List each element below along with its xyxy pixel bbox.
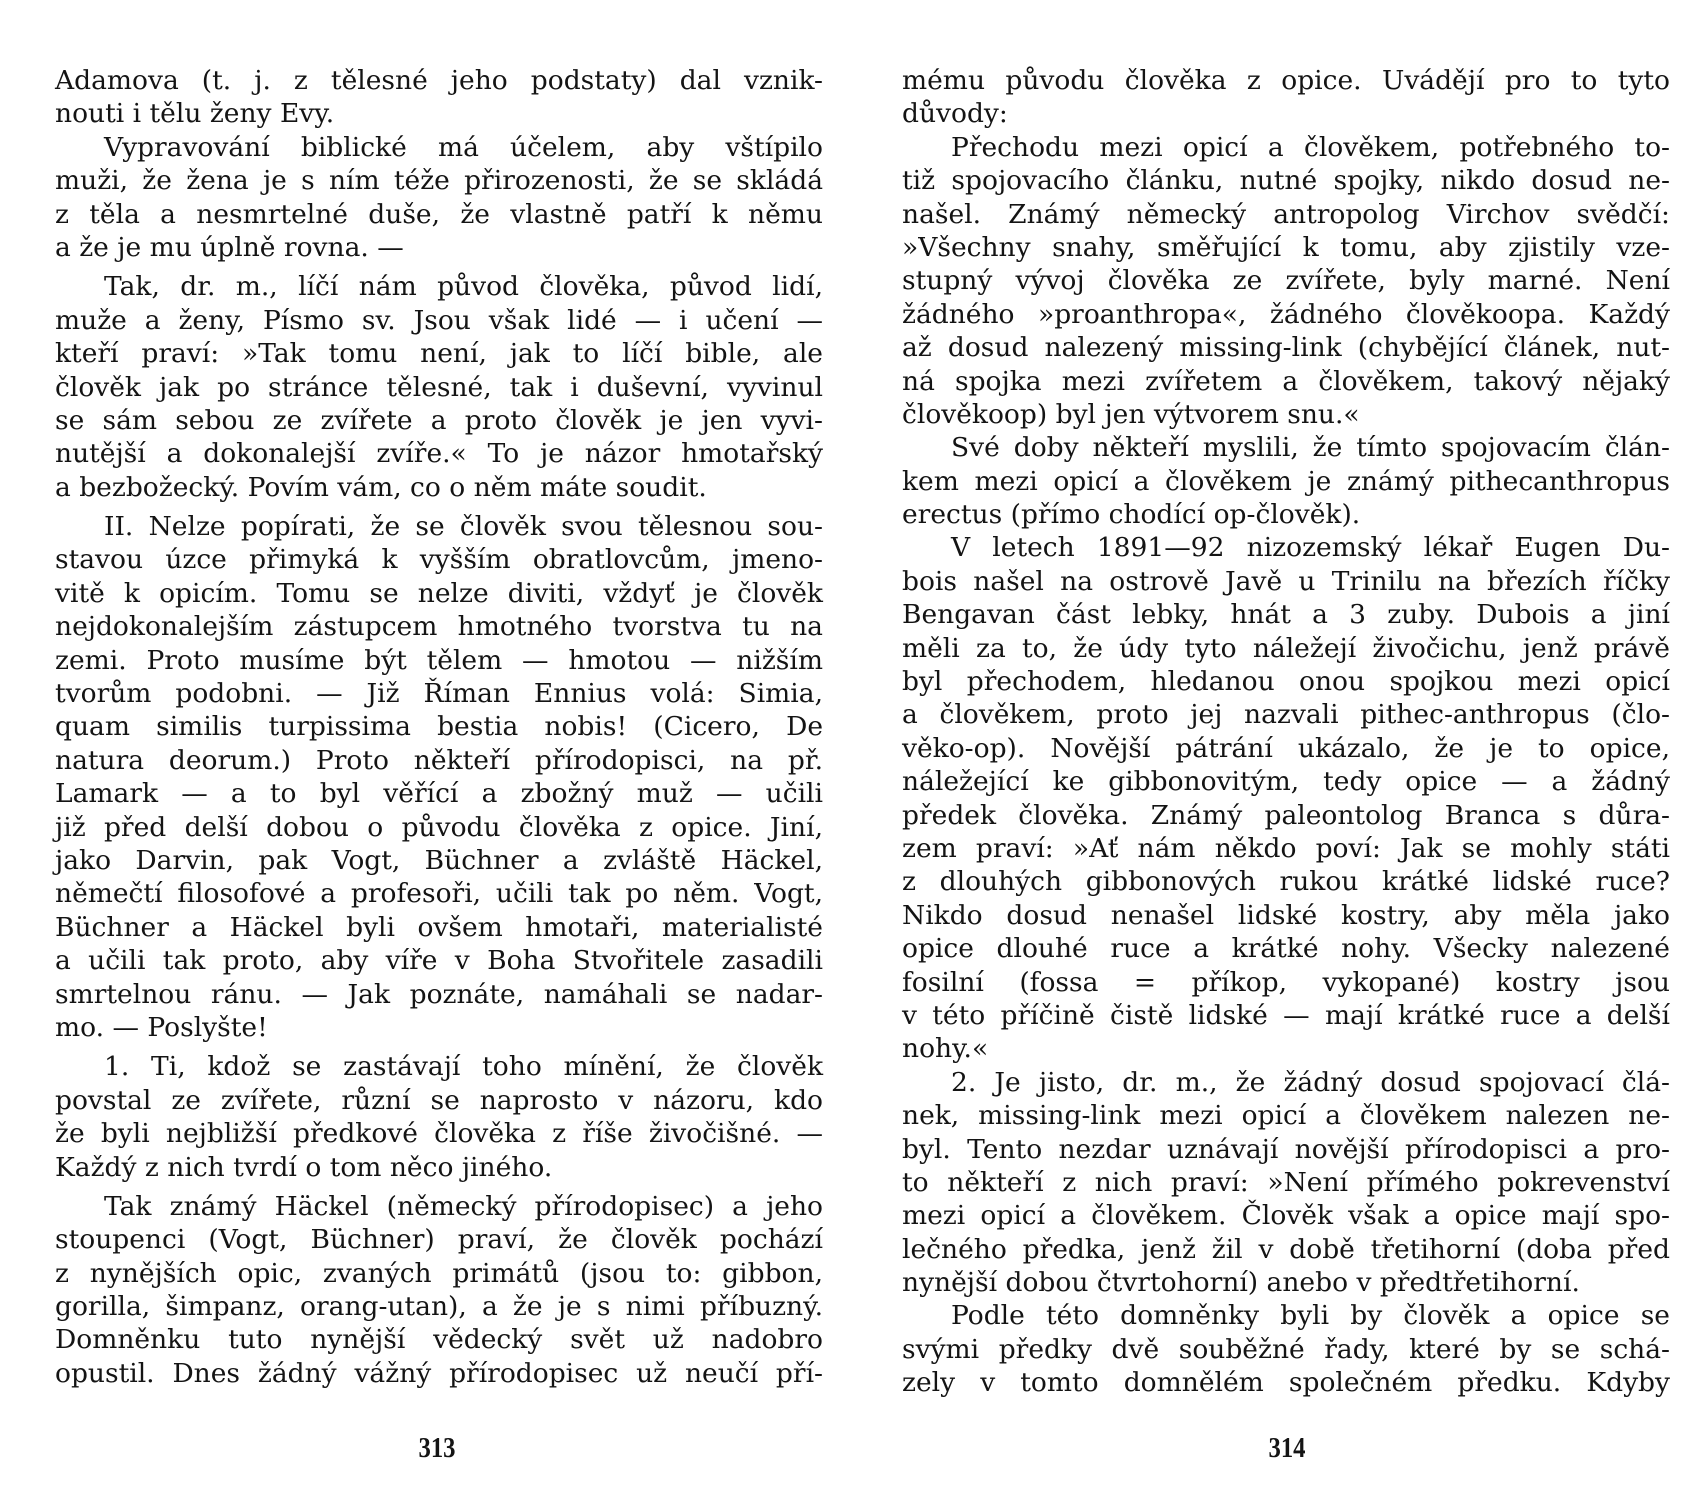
text-line: gorilla, šimpanz, orang-utan), a že je s nimi příbuzný.: [55, 1291, 823, 1323]
paragraph: [902, 1299, 1670, 1399]
text-line: Nikdo dosud nenašel lidské kostry, aby měla jako: [902, 899, 1670, 931]
text-line: 1. Ti, kdož se zastávají toho mínění, že člověk: [104, 1051, 823, 1083]
text-line: stupný vývoj člověka ze zvířete, byly marné. Není: [902, 265, 1670, 297]
text-line: věko-op). Novější pátrání ukázalo, že je to opice,: [902, 732, 1670, 764]
text-line: tiž spojovacího článku, nutné spojky, nikdo dosud ne-: [902, 165, 1670, 197]
text-line: kteří praví: »Tak tomu není, jak to líčí bible, ale: [55, 338, 823, 370]
text-line: quam similis turpissima bestia nobis! (Cicero, De: [55, 711, 823, 743]
text-line: měli za to, že údy tyto náležejí živočichu, jenž právě: [902, 632, 1670, 664]
text-line: již před delší dobou o původu člověka z opice. Jiní,: [55, 811, 823, 843]
text-line: důvody:: [902, 98, 1008, 130]
text-line: a člověkem, proto jej nazvali pithec-anthropus (člo-: [902, 699, 1670, 731]
text-line: Své doby někteří myslili, že tímto spojovacím člán-: [951, 432, 1670, 464]
text-line: Každý z nich tvrdí o tom něco jiného.: [55, 1151, 553, 1183]
text-line: nouti i tělu ženy Evy.: [55, 98, 335, 130]
paragraph: [902, 131, 1670, 432]
paragraph: [55, 1050, 823, 1184]
paragraph: [55, 270, 823, 504]
text-line: náležející ke gibbonovitým, tedy opice — a žádný: [902, 766, 1670, 798]
text-line: II. Nelze popírati, že se člověk svou tělesnou sou-: [104, 511, 823, 543]
text-line: opice dlouhé ruce a krátké nohy. Všecky nalezené: [902, 933, 1670, 965]
text-line: až dosud nalezený missing-link (chybějící článek, nut-: [902, 332, 1670, 364]
text-line: že byli nejbližší předkové člověka z říše živočišné. —: [55, 1118, 823, 1150]
text-line: Podle této domněnky byli by člověk a opice se: [951, 1300, 1670, 1332]
text-line: Vypravování biblické má účelem, aby vštípilo: [104, 131, 823, 163]
text-line: Adamova (t. j. z tělesné jeho podstaty) dal vznik-: [55, 65, 823, 96]
text-line: byl. Tento nezdar uznávají novější přírodopisci a pro-: [902, 1133, 1670, 1165]
text-line: žádného »proanthropa«, žádného člověkoopa. Každý: [902, 298, 1670, 330]
text-line: a že je mu úplně rovna. —: [55, 231, 404, 263]
text-line: nynější dobou čtvrtohorní) anebo v předtřetihorní.: [902, 1267, 1580, 1299]
paragraph: [902, 431, 1670, 531]
text-line: Bengavan část lebky, hnát a 3 zuby. Dubois a jiní: [902, 599, 1670, 631]
right-page-text: [902, 64, 1670, 1400]
text-line: »Všechny snahy, směřující k tomu, aby zjistily vze-: [902, 231, 1670, 263]
paragraph: [55, 131, 823, 265]
page-number-right: 314: [1268, 1432, 1306, 1464]
page-number-left: 313: [418, 1432, 456, 1464]
text-line: vitě k opicím. Tomu se nelze diviti, vždyť je člověk: [55, 577, 823, 609]
paragraph: [902, 64, 1670, 131]
paragraph: [55, 1190, 823, 1390]
text-line: zely v tomto domnělém společném předku. Kdyby: [902, 1367, 1670, 1399]
text-line: mezi opicí a člověkem. Člověk však a opice mají spo-: [902, 1200, 1670, 1232]
text-line: lečného předka, jenž žil v době třetihorní (doba před: [902, 1233, 1670, 1265]
text-line: stavou úzce přimyká k vyšším obratlovcům, jmeno-: [55, 544, 823, 576]
paragraph: [902, 531, 1670, 1065]
text-line: a bezbožecký. Povím vám, co o něm máte soudit.: [55, 471, 707, 503]
text-line: ná spojka mezi zvířetem a člověkem, takový nějaký: [902, 365, 1670, 397]
text-line: smrtelnou ránu. — Jak poznáte, namáhali se nadar-: [55, 978, 823, 1010]
text-line: předek člověka. Známý paleontolog Branca s důra-: [902, 799, 1670, 831]
text-line: svými předky dvě souběžné řady, které by se schá-: [902, 1333, 1670, 1365]
text-line: nek, missing-link mezi opicí a člověkem nalezen ne-: [902, 1100, 1670, 1132]
text-line: povstal ze zvířete, různí se naprosto v názoru, kdo: [55, 1084, 823, 1116]
paragraph: [902, 1066, 1670, 1300]
text-line: 2. Je jisto, dr. m., že žádný dosud spojovací člá-: [951, 1066, 1670, 1098]
text-line: tvorům podobni. — Již Říman Ennius volá: Simia,: [55, 678, 823, 710]
text-line: člověk jak po stránce tělesné, tak i duševní, vyvinul: [55, 371, 823, 403]
text-line: Tak, dr. m., líčí nám původ člověka, původ lidí,: [104, 271, 823, 303]
text-line: Přechodu mezi opicí a člověkem, potřebného to-: [951, 131, 1670, 163]
text-line: jako Darvin, pak Vogt, Büchner a zvláště Häckel,: [55, 844, 823, 876]
text-line: V letech 1891—92 nizozemský lékař Eugen Du-: [951, 532, 1670, 564]
text-line: němečtí filosofové a profesoři, učili tak po něm. Vogt,: [55, 878, 823, 910]
text-line: člověkoop) byl jen výtvorem snu.«: [902, 398, 1360, 430]
text-line: zem praví: »Ať nám někdo poví: Jak se mohly státi: [902, 832, 1670, 864]
text-line: mo. — Poslyšte!: [55, 1011, 268, 1043]
paragraph: [55, 510, 823, 1044]
text-line: fosilní (fossa = příkop, vykopané) kostry jsou: [902, 966, 1670, 998]
text-line: opustil. Dnes žádný vážný přírodopisec už neučí pří-: [55, 1357, 823, 1389]
text-line: erectus (přímo chodící op-člověk).: [902, 499, 1361, 531]
text-line: Lamark — a to byl věřící a zbožný muž — učili: [55, 778, 823, 810]
text-line: a učili tak proto, aby víře v Boha Stvořitele zasadili: [55, 945, 823, 977]
text-line: našel. Známý německý antropolog Virchov svědčí:: [902, 198, 1670, 230]
text-line: muže a ženy, Písmo sv. Jsou však lidé — i učení —: [55, 304, 823, 336]
text-line: nohy.«: [902, 1033, 989, 1065]
text-line: bois našel na ostrově Javě u Trinilu na březích říčky: [902, 565, 1670, 597]
text-line: mému původu člověka z opice. Uvádějí pro to tyto: [902, 65, 1670, 96]
left-page-text: [55, 64, 823, 1390]
text-line: Domněnku tuto nynější vědecký svět už nadobro: [55, 1324, 823, 1356]
text-line: natura deorum.) Proto někteří přírodopisci, na př.: [55, 744, 823, 776]
text-line: muži, že žena je s ním téže přirozenosti, že se skládá: [55, 165, 823, 197]
text-line: Tak známý Häckel (německý přírodopisec) a jeho: [104, 1190, 823, 1222]
text-line: se sám sebou ze zvířete a proto člověk je jen vyvi-: [55, 404, 823, 436]
text-line: Büchner a Häckel byli ovšem hmotaři, materialisté: [55, 911, 823, 943]
text-line: v této příčině čistě lidské — mají krátké ruce a delší: [902, 999, 1670, 1031]
text-line: kem mezi opicí a člověkem je známý pithecanthropus: [902, 465, 1670, 497]
text-line: to někteří z nich praví: »Není přímého pokrevenství: [902, 1166, 1670, 1198]
text-line: z dlouhých gibbonových rukou krátké lidské ruce?: [902, 866, 1670, 898]
text-line: nejdokonalejším zástupcem hmotného tvorstva tu na: [55, 611, 823, 643]
text-line: z nynějších opic, zvaných primátů (jsou to: gibbon,: [55, 1257, 823, 1289]
text-line: byl přechodem, hledanou onou spojkou mezi opicí: [902, 666, 1670, 698]
paragraph: [55, 64, 823, 131]
text-line: z těla a nesmrtelné duše, že vlastně patří k němu: [55, 198, 823, 230]
text-line: stoupenci (Vogt, Büchner) praví, že člověk pochází: [55, 1224, 823, 1256]
text-line: nutější a dokonalejší zvíře.« To je názor hmotařský: [55, 438, 823, 470]
text-line: zemi. Proto musíme být tělem — hmotou — nižším: [55, 644, 823, 676]
